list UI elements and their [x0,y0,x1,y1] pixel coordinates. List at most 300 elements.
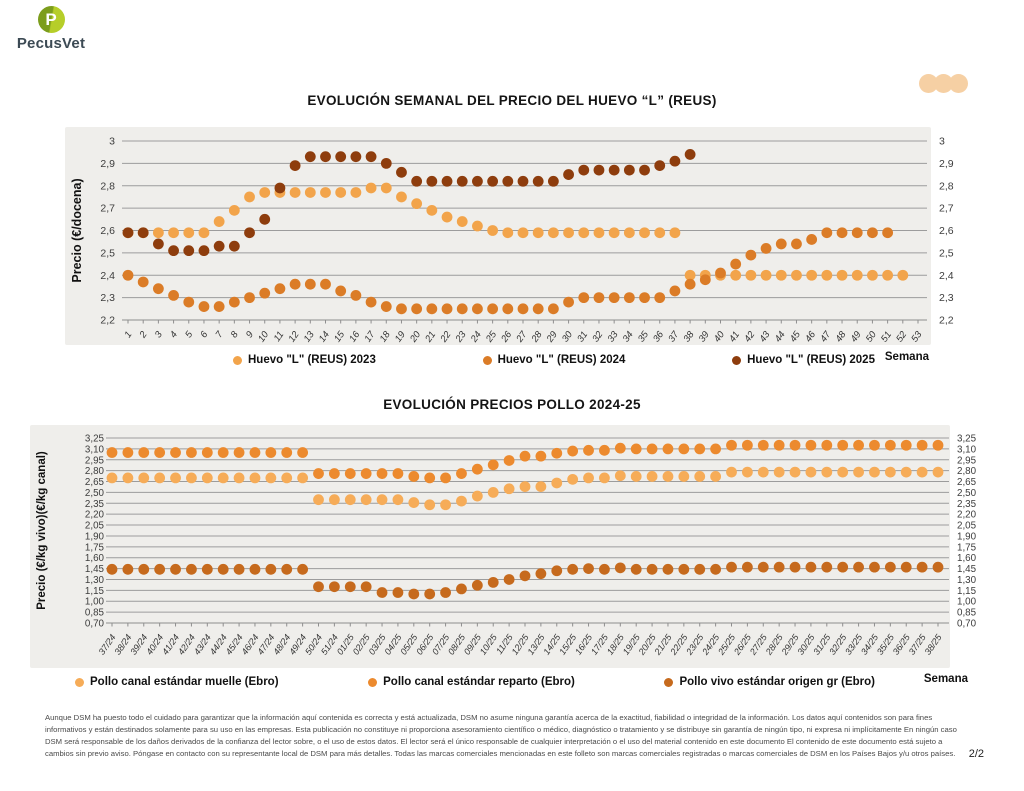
data-point [563,169,574,180]
data-point [393,468,404,479]
data-point [548,176,559,187]
data-point [183,297,194,308]
legend-dot-icon [233,356,242,365]
legend-dot-icon [75,678,84,687]
data-point [426,303,437,314]
data-point [654,292,665,303]
data-point [663,443,674,454]
data-point [329,494,340,505]
svg-text:2,3: 2,3 [100,292,115,305]
data-point [488,487,499,498]
svg-text:48: 48 [833,329,849,345]
svg-text:12/25: 12/25 [509,632,531,657]
svg-text:2,05: 2,05 [84,520,104,532]
data-point [710,443,721,454]
svg-text:5: 5 [183,329,196,341]
svg-text:4: 4 [167,329,181,341]
x-axis [122,320,927,345]
chart2-title: EVOLUCIÓN PRECIOS POLLO 2024-25 [383,397,641,412]
chart1-legend-items [233,354,875,366]
data-point [901,440,912,451]
data-point [678,471,689,482]
data-point [202,447,213,458]
pecusvet-logo-icon: P [38,6,65,33]
data-point [377,587,388,598]
series-huevo-l-reus-2025 [123,149,696,256]
svg-text:18: 18 [377,329,393,345]
svg-text:40/24: 40/24 [144,632,166,657]
data-point [502,303,513,314]
data-point [320,279,331,290]
data-point [710,471,721,482]
svg-text:17: 17 [362,329,378,345]
svg-text:9: 9 [243,329,256,341]
data-point [933,440,944,451]
data-point [583,473,594,484]
svg-text:50: 50 [863,329,879,345]
x-axis [97,623,949,657]
data-point [290,187,301,198]
data-point [791,239,802,250]
chart2-chicken-prices [30,425,1020,668]
data-point [377,494,388,505]
data-point [533,303,544,314]
svg-text:27/25: 27/25 [747,632,769,657]
data-point [631,471,642,482]
data-point [366,297,377,308]
data-point [396,192,407,203]
svg-text:38: 38 [681,329,697,345]
data-point [599,564,610,575]
data-point [186,473,197,484]
svg-text:02/25: 02/25 [350,632,372,657]
svg-text:2,20: 2,20 [957,509,977,521]
svg-text:47: 47 [818,329,834,345]
data-point [234,473,245,484]
svg-text:51/24: 51/24 [318,632,341,657]
data-point [869,562,880,573]
data-point [186,564,197,575]
svg-text:1,45: 1,45 [957,564,977,576]
data-point [806,562,817,573]
svg-text:34/25: 34/25 [858,632,881,657]
chart2-legend [30,670,970,694]
chart1-egg-prices [65,127,980,345]
data-point [305,279,316,290]
svg-text:19: 19 [392,329,408,345]
data-point [567,474,578,485]
data-point [867,270,878,281]
data-point [153,239,164,250]
data-point [122,473,133,484]
data-point [852,270,863,281]
data-point [411,198,422,209]
svg-text:11/25: 11/25 [494,632,515,657]
data-point [320,187,331,198]
data-point [726,467,737,478]
data-point [335,286,346,297]
data-point [837,440,848,451]
svg-text:03/25: 03/25 [366,632,388,657]
data-point [424,473,435,484]
svg-text:38/25: 38/25 [922,632,944,657]
data-point [487,225,498,236]
data-point [917,467,928,478]
svg-text:37/24: 37/24 [96,632,118,657]
data-point [678,564,689,575]
data-point [567,564,578,575]
svg-text:3: 3 [939,135,945,148]
svg-text:36/25: 36/25 [890,632,912,657]
data-point [852,227,863,238]
data-point [305,187,316,198]
data-point [183,245,194,256]
svg-text:1,15: 1,15 [957,585,977,597]
svg-text:45: 45 [787,329,803,345]
data-point [678,443,689,454]
svg-text:1,15: 1,15 [84,585,104,597]
legend-item [664,676,875,688]
svg-text:35: 35 [635,329,651,345]
data-point [199,227,210,238]
svg-text:41/24: 41/24 [160,632,182,657]
data-point [488,577,499,588]
data-point [218,473,229,484]
svg-text:2,9: 2,9 [939,157,954,170]
svg-text:2,80: 2,80 [84,466,104,478]
svg-text:39/24: 39/24 [128,632,150,657]
data-point [694,443,705,454]
chart2-legend-items [75,676,875,688]
data-point [290,160,301,171]
series-huevo-l-reus-2023 [123,183,909,281]
data-point [442,303,453,314]
data-point [502,176,513,187]
svg-text:48/24: 48/24 [271,632,293,657]
svg-text:26/25: 26/25 [731,632,754,657]
svg-text:22/25: 22/25 [668,632,690,657]
data-point [639,292,650,303]
data-point [520,570,531,581]
data-point [472,221,483,232]
series-huevo-l-reus-2024 [123,227,893,314]
data-point [917,562,928,573]
y-tick-labels [85,434,977,630]
svg-text:44: 44 [772,329,788,345]
svg-text:36: 36 [651,329,667,345]
data-point [853,440,864,451]
svg-text:8: 8 [228,329,241,341]
data-point [821,270,832,281]
data-point [408,471,419,482]
svg-text:1,00: 1,00 [957,596,977,608]
data-point [138,564,149,575]
svg-text:24/25: 24/25 [700,632,722,657]
legend-label: Huevo "L" (REUS) 2023 [248,354,376,366]
svg-text:05/25: 05/25 [398,632,420,657]
data-point [742,440,753,451]
data-point [670,286,681,297]
data-point [745,250,756,261]
data-point [472,176,483,187]
data-point [381,158,392,169]
svg-text:50/24: 50/24 [303,632,325,657]
data-point [520,451,531,462]
data-point [567,446,578,457]
data-point [535,568,546,579]
svg-text:2,95: 2,95 [957,455,977,467]
svg-text:51: 51 [878,329,895,345]
svg-text:27: 27 [514,329,530,345]
data-point [234,447,245,458]
svg-text:14/25: 14/25 [541,632,563,657]
svg-text:22: 22 [438,329,454,345]
data-point [821,562,832,573]
data-point [442,212,453,223]
data-point [154,473,165,484]
data-point [551,565,562,576]
svg-text:42: 42 [742,329,758,345]
svg-text:30/25: 30/25 [795,632,817,657]
data-point [122,447,133,458]
data-point [350,151,361,162]
svg-text:38/24: 38/24 [112,632,134,657]
svg-text:2,4: 2,4 [939,269,954,282]
data-point [774,440,785,451]
data-point [518,227,529,238]
svg-text:19/25: 19/25 [620,632,642,657]
legend-label: Huevo "L" (REUS) 2025 [747,354,875,366]
svg-text:3: 3 [109,135,115,148]
data-point [694,471,705,482]
data-point [329,468,340,479]
data-point [244,292,255,303]
svg-text:2,35: 2,35 [957,498,977,510]
data-point [806,467,817,478]
data-point [107,564,118,575]
data-point [424,589,435,600]
data-point [329,581,340,592]
svg-text:23/25: 23/25 [684,632,706,657]
svg-text:2,35: 2,35 [84,498,104,510]
svg-text:2,6: 2,6 [100,225,115,237]
chart1-legend [65,348,931,372]
data-point [776,239,787,250]
data-point [518,176,529,187]
data-point [774,467,785,478]
svg-text:35/25: 35/25 [874,632,896,657]
svg-text:20: 20 [408,329,424,345]
data-point [901,467,912,478]
data-point [624,165,635,176]
data-point [533,176,544,187]
svg-text:2,80: 2,80 [957,466,977,478]
data-point [761,243,772,254]
data-point [867,227,878,238]
data-point [107,473,118,484]
data-point [670,156,681,167]
svg-text:18/25: 18/25 [604,632,626,657]
data-point [426,176,437,187]
data-point [244,192,255,203]
svg-text:1,60: 1,60 [957,553,977,565]
svg-text:2,6: 2,6 [939,225,954,237]
svg-text:6: 6 [198,329,211,341]
data-point [199,245,210,256]
data-point [170,473,181,484]
svg-text:0,85: 0,85 [957,607,977,619]
data-point [599,473,610,484]
data-point [790,440,801,451]
legend-item [75,676,279,688]
data-point [456,584,467,595]
data-point [361,581,372,592]
data-point [821,227,832,238]
data-point [123,270,134,281]
data-point [563,297,574,308]
legend-dot-icon [664,678,673,687]
svg-text:2,2: 2,2 [100,314,115,327]
svg-text:46/24: 46/24 [239,632,261,657]
data-point [393,494,404,505]
data-point [335,187,346,198]
data-point [229,297,240,308]
legend-label: Pollo canal estándar muelle (Ebro) [90,676,279,688]
svg-text:39: 39 [696,329,712,345]
data-point [138,227,149,238]
data-point [487,176,498,187]
data-point [742,562,753,573]
svg-text:47/24: 47/24 [255,632,277,657]
data-point [535,481,546,492]
svg-text:14: 14 [316,329,332,345]
data-point [168,245,179,256]
legend-label: Pollo canal estándar reparto (Ebro) [383,676,575,688]
svg-text:29/25: 29/25 [779,632,801,657]
data-point [366,151,377,162]
data-point [472,464,483,475]
data-point [487,303,498,314]
data-point [578,165,589,176]
data-point [663,564,674,575]
legend-item [233,354,376,366]
svg-text:07/25: 07/25 [430,632,452,657]
chart1-x-axis-title: Semana [884,351,929,363]
data-point [377,468,388,479]
data-point [726,562,737,573]
svg-text:44/24: 44/24 [207,632,229,657]
data-point [275,183,286,194]
data-point [654,227,665,238]
svg-text:1,90: 1,90 [957,531,977,543]
svg-text:25: 25 [483,329,500,345]
data-point [869,440,880,451]
svg-text:53: 53 [909,329,925,345]
data-point [244,227,255,238]
data-point [790,467,801,478]
data-point [578,292,589,303]
page-number: 2/2 [968,748,984,760]
svg-text:2,8: 2,8 [939,180,954,193]
data-point [229,205,240,216]
svg-text:0,85: 0,85 [84,607,104,619]
svg-text:52: 52 [894,329,910,345]
data-point [457,176,468,187]
svg-text:1,00: 1,00 [84,596,104,608]
svg-text:1,75: 1,75 [957,542,977,554]
data-point [265,564,276,575]
legend-label: Pollo vivo estándar origen gr (Ebro) [679,676,875,688]
data-point [320,151,331,162]
data-point [442,176,453,187]
svg-text:10: 10 [256,329,272,345]
svg-text:2,4: 2,4 [100,269,115,282]
svg-text:33: 33 [605,329,621,345]
data-point [578,227,589,238]
data-point [313,468,324,479]
dot-icon [949,74,968,93]
data-point [933,467,944,478]
data-point [504,483,515,494]
legend-item [732,354,875,366]
svg-text:34: 34 [620,329,636,345]
svg-text:3: 3 [152,329,165,341]
series-pollo-canal-est-ndar-reparto-ebro- [107,440,944,483]
data-point [761,270,772,281]
svg-text:2,5: 2,5 [939,247,954,260]
data-point [869,467,880,478]
data-point [281,473,292,484]
svg-text:20/25: 20/25 [636,632,658,657]
svg-text:2,95: 2,95 [84,455,104,467]
data-point [685,149,696,160]
data-point [758,467,769,478]
svg-text:3,25: 3,25 [84,433,104,445]
data-point [472,491,483,502]
data-point [107,447,118,458]
data-point [411,176,422,187]
data-point [917,440,928,451]
legend-dot-icon [732,356,741,365]
svg-text:40: 40 [711,329,727,345]
data-point [488,459,499,470]
data-point [456,496,467,507]
data-point [297,473,308,484]
data-point [381,183,392,194]
data-point [548,303,559,314]
svg-text:01/25: 01/25 [334,632,356,657]
svg-text:2,9: 2,9 [100,157,115,170]
data-point [411,303,422,314]
data-point [647,471,658,482]
svg-text:2,8: 2,8 [100,180,115,193]
data-point [350,187,361,198]
data-point [426,205,437,216]
data-point [281,564,292,575]
data-point [457,303,468,314]
data-point [313,581,324,592]
svg-text:30: 30 [559,329,576,345]
data-point [381,301,392,312]
data-point [742,467,753,478]
data-point [853,562,864,573]
data-point [933,562,944,573]
data-point [408,589,419,600]
data-point [758,440,769,451]
decorative-dots-icon [923,74,968,93]
data-point [710,564,721,575]
data-point [313,494,324,505]
